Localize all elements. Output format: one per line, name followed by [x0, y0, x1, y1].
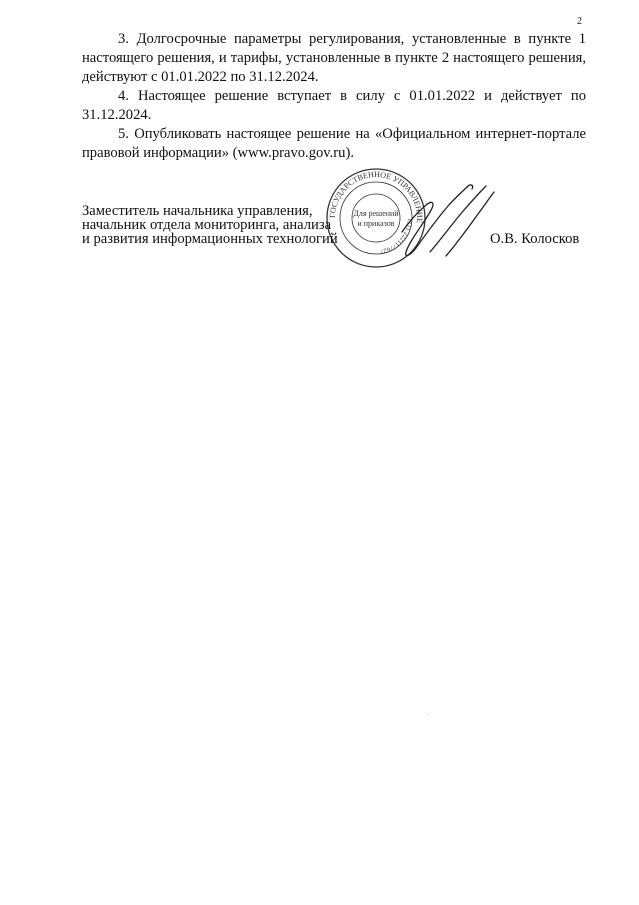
position-line-3: и развития информационных технологий — [82, 231, 338, 247]
paragraph-4: 4. Настоящее решение вступает в силу с 01.01.2022 и действует по 31.12.2024. — [82, 88, 586, 123]
scan-dot — [428, 714, 429, 715]
paragraph-5: 5. Опубликовать настоящее решение на «Официальном интернет-портале правовой информации» (www.pravo.gov.ru). — [82, 126, 586, 161]
stamp-seal — [327, 169, 425, 267]
position-line-1: Заместитель начальника управления, — [82, 203, 313, 219]
signatory-name: О.В. Колосков — [490, 231, 580, 247]
paragraph-3: 3. Долгосрочные параметры регулирования, установленные в пункте 1 настоящего решения, и тарифы, установленные в пункте 2 настоящего решения, действуют с 01.01.2022 по 31.12.2024. — [82, 31, 586, 85]
stamp-center-line-1: Для решений — [353, 209, 399, 218]
official-stamp-with-signature — [318, 160, 498, 280]
stamp-inn-text: 1111 2221177627 — [379, 217, 414, 255]
position-line-2: начальник отдела мониторинга, анализа — [82, 217, 332, 233]
stamp-ring-text: ГОСУДАРСТВЕННОЕ УПРАВЛЕНИЕ — [327, 169, 425, 224]
page-number: 2 — [577, 16, 582, 27]
signature-position — [82, 204, 338, 246]
body-text — [82, 30, 586, 163]
stamp-center-line-2: и приказов — [357, 219, 395, 228]
